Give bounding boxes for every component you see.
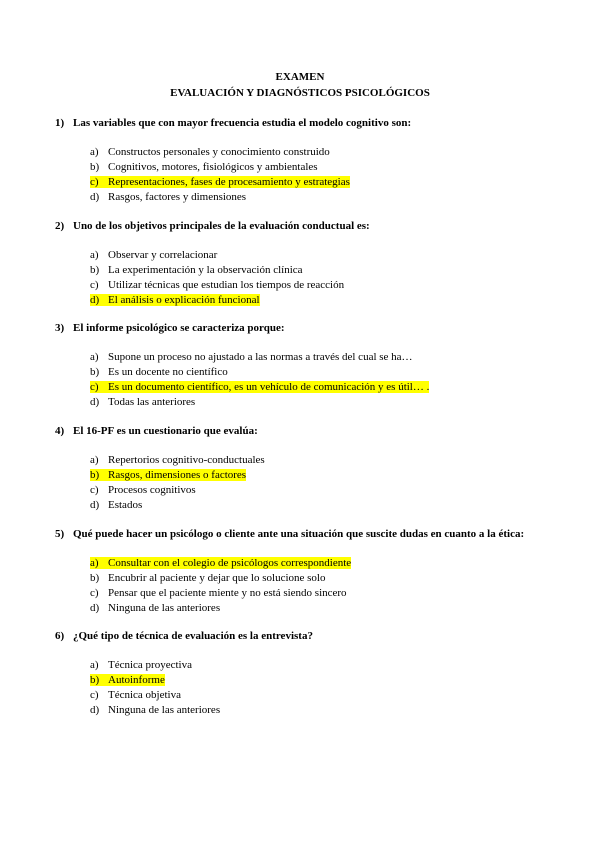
question-number: 5)	[55, 528, 65, 540]
option-text: La experimentación y la observación clínica	[108, 264, 303, 276]
answer	[90, 704, 220, 716]
option-text: Observar y correlacionar	[108, 249, 218, 261]
option-letter: c)	[90, 587, 99, 599]
answer-option	[90, 380, 555, 395]
exam-subtitle: EVALUACIÓN Y DIAGNÓSTICOS PSICOLÓGICOS	[170, 87, 430, 99]
option-list	[90, 350, 555, 410]
option-text: Supone un proceso no ajustado a las normas a través del cual se ha…	[108, 351, 413, 363]
option-text: Es un documento científico, es un vehículo de comunicación y es útil… .	[108, 381, 430, 393]
option-letter: c)	[90, 484, 99, 496]
question-label: El informe psicológico se caracteriza porque:	[73, 322, 285, 334]
option-text: Estados	[108, 499, 143, 511]
answer-option	[90, 556, 555, 571]
option-text: Técnica objetiva	[108, 689, 181, 701]
answer	[90, 146, 330, 158]
option-text: Representaciones, fases de procesamiento y estrategias	[108, 176, 350, 188]
answer-option	[90, 395, 555, 410]
option-letter: b)	[90, 674, 100, 686]
answer-option	[90, 175, 555, 190]
option-text: Consultar con el colegio de psicólogos correspondiente	[108, 557, 352, 569]
question-5	[55, 527, 555, 616]
option-letter: b)	[90, 572, 100, 584]
highlighted-answer	[90, 294, 260, 306]
highlighted-answer	[90, 557, 351, 569]
option-text: Todas las anteriores	[108, 396, 196, 408]
option-text: Rasgos, dimensiones o factores	[108, 469, 247, 481]
answer-option	[90, 365, 555, 380]
option-letter: d)	[90, 396, 100, 408]
answer-option	[90, 703, 555, 718]
highlighted-answer	[90, 469, 246, 481]
question-number: 2)	[55, 220, 65, 232]
question-text	[55, 424, 555, 439]
answer-option	[90, 190, 555, 205]
option-letter: d)	[90, 704, 100, 716]
option-letter: d)	[90, 602, 100, 614]
option-letter: a)	[90, 454, 99, 466]
answer-option	[90, 350, 555, 365]
question-number: 4)	[55, 425, 65, 437]
option-letter: a)	[90, 249, 99, 261]
answer	[90, 454, 265, 466]
option-letter: b)	[90, 366, 100, 378]
question-1	[55, 116, 555, 205]
question-number: 3)	[55, 322, 65, 334]
answer-option	[90, 498, 555, 513]
option-list	[90, 453, 555, 513]
answer-option	[90, 586, 555, 601]
question-4	[55, 424, 555, 513]
option-letter: c)	[90, 689, 99, 701]
answer	[90, 249, 217, 261]
option-list	[90, 248, 555, 308]
option-letter: a)	[90, 659, 99, 671]
highlighted-answer	[90, 176, 350, 188]
answer-option	[90, 160, 555, 175]
option-letter: a)	[90, 557, 99, 569]
answer	[90, 191, 246, 203]
answer	[90, 351, 413, 363]
option-letter: a)	[90, 146, 99, 158]
option-text: Técnica proyectiva	[108, 659, 192, 671]
option-text: Repertorios cognitivo-conductuales	[108, 454, 265, 466]
question-text	[55, 527, 555, 542]
answer	[90, 279, 344, 291]
answer-option	[90, 673, 555, 688]
question-text	[55, 219, 555, 234]
option-text: Rasgos, factores y dimensiones	[108, 191, 247, 203]
option-letter: d)	[90, 294, 100, 306]
option-letter: d)	[90, 499, 100, 511]
question-label: Uno de los objetivos principales de la evaluación conductual es:	[73, 220, 370, 232]
option-letter: c)	[90, 279, 99, 291]
question-label: Qué puede hacer un psicólogo o cliente ante una situación que suscite dudas en cuanto a la ética:	[73, 528, 525, 540]
answer	[90, 659, 192, 671]
answer-option	[90, 263, 555, 278]
answer-option	[90, 145, 555, 160]
question-6	[55, 629, 555, 718]
option-text: Cognitivos, motores, fisiológicos y ambientales	[108, 161, 318, 173]
answer-option	[90, 278, 555, 293]
answer	[90, 366, 228, 378]
answer	[90, 587, 347, 599]
question-number: 1)	[55, 117, 65, 129]
option-letter: a)	[90, 351, 99, 363]
question-text	[55, 321, 555, 336]
exam-title: EXAMEN	[275, 71, 325, 83]
question-text	[55, 629, 555, 644]
option-text: Procesos cognitivos	[108, 484, 196, 496]
option-letter: c)	[90, 381, 99, 393]
option-text: Autoinforme	[108, 674, 165, 686]
answer	[90, 689, 181, 701]
answer-option	[90, 571, 555, 586]
option-list	[90, 658, 555, 718]
option-text: Constructos personales y conocimiento construido	[108, 146, 330, 158]
question-label: El 16-PF es un cuestionario que evalúa:	[73, 425, 258, 437]
answer	[90, 161, 318, 173]
answer	[90, 572, 325, 584]
question-3	[55, 321, 555, 410]
question-2	[55, 219, 555, 308]
option-letter: b)	[90, 161, 100, 173]
option-list	[90, 145, 555, 205]
question-label: ¿Qué tipo de técnica de evaluación es la entrevista?	[73, 630, 313, 642]
highlighted-answer	[90, 674, 165, 686]
option-letter: b)	[90, 469, 100, 481]
answer-option	[90, 601, 555, 616]
answer	[90, 602, 220, 614]
option-text: Encubrir al paciente y dejar que lo solucione solo	[108, 572, 326, 584]
option-text: Ninguna de las anteriores	[108, 602, 221, 614]
question-label: Las variables que con mayor frecuencia estudia el modelo cognitivo son:	[73, 117, 412, 129]
answer	[90, 264, 303, 276]
answer-option	[90, 658, 555, 673]
answer-option	[90, 453, 555, 468]
option-letter: c)	[90, 176, 99, 188]
answer	[90, 396, 195, 408]
answer	[90, 484, 196, 496]
option-text: Ninguna de las anteriores	[108, 704, 221, 716]
option-text: Es un docente no científico	[108, 366, 228, 378]
option-text: Utilizar técnicas que estudian los tiempos de reacción	[108, 279, 345, 291]
option-letter: b)	[90, 264, 100, 276]
answer	[90, 499, 142, 511]
answer-option	[90, 248, 555, 263]
answer-option	[90, 688, 555, 703]
question-text	[55, 116, 555, 131]
option-text: Pensar que el paciente miente y no está siendo sincero	[108, 587, 347, 599]
highlighted-answer	[90, 381, 429, 393]
question-number: 6)	[55, 630, 65, 642]
answer-option	[90, 483, 555, 498]
option-text: El análisis o explicación funcional	[108, 294, 260, 306]
option-list	[90, 556, 555, 616]
answer-option	[90, 293, 555, 308]
option-letter: d)	[90, 191, 100, 203]
answer-option	[90, 468, 555, 483]
